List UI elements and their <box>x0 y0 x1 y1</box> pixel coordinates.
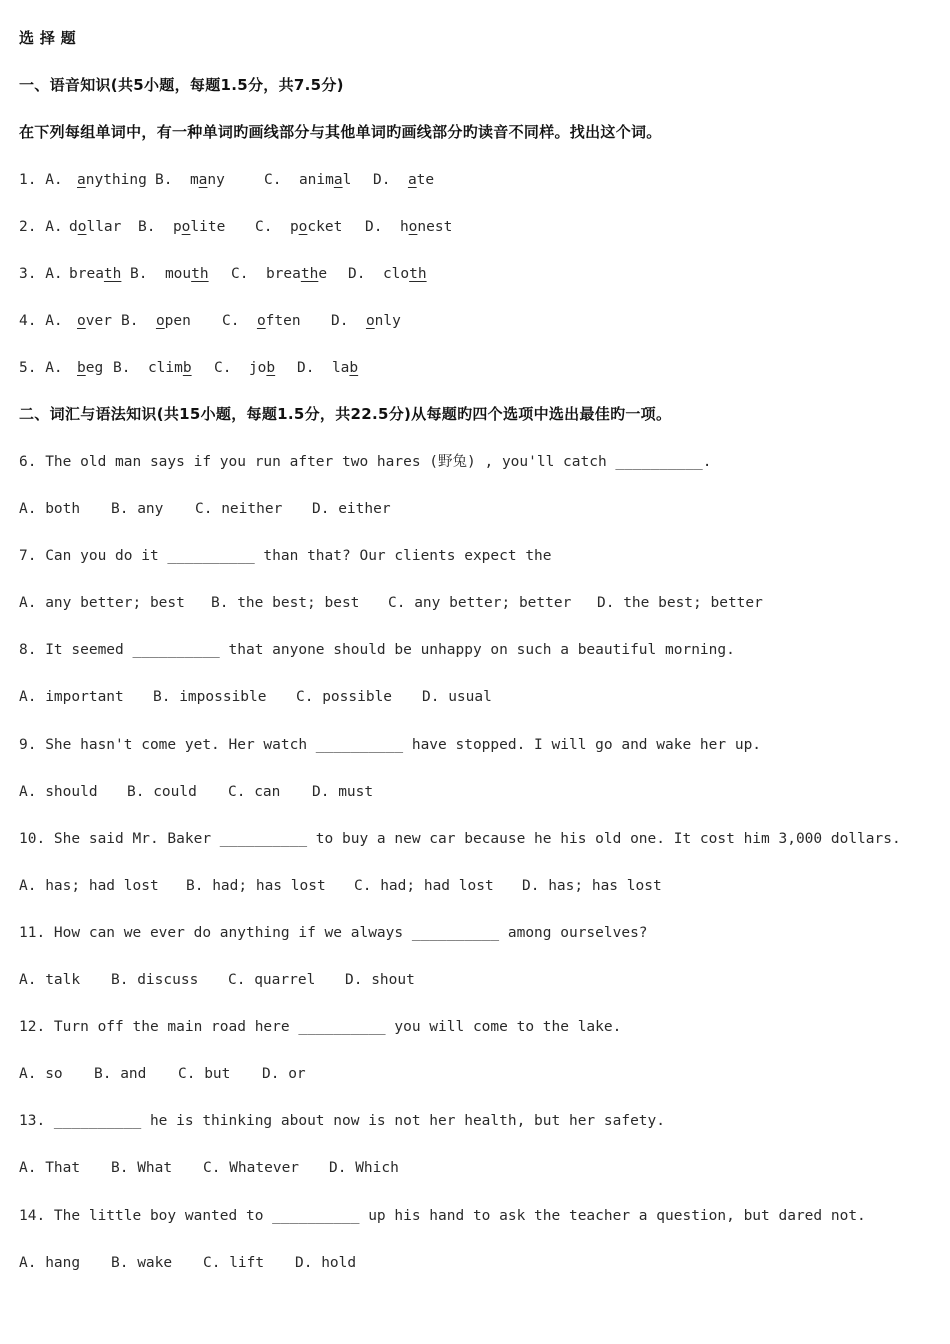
answer-option: C. any better; better <box>388 595 572 611</box>
word-part: nly <box>374 313 401 329</box>
answer-option <box>348 264 427 284</box>
answer-option: D. either <box>312 501 391 517</box>
underlined-letters: o <box>77 313 86 329</box>
answer-option <box>264 170 351 190</box>
underlined-letters: th <box>300 266 319 282</box>
answer-option: C. quarrel <box>228 972 316 988</box>
option-letter: B. <box>113 360 131 376</box>
answer-option: D. usual <box>422 689 492 705</box>
word-part: eg <box>85 360 104 376</box>
word-part: l <box>342 172 352 188</box>
underlined-letters: th <box>409 266 427 282</box>
question-text: 14. The little boy wanted to __________ up his hand to ask the teacher a question, but dared not. <box>19 1208 866 1224</box>
answer-option <box>69 264 121 284</box>
option-letter: C. <box>222 313 240 329</box>
word-part: d <box>69 219 78 235</box>
answer-option: A. both <box>19 501 81 517</box>
option-letter: C. <box>214 360 232 376</box>
phonetic-question-row <box>0 358 950 378</box>
word-part: e <box>318 266 328 282</box>
answer-option <box>113 358 192 378</box>
word-part: anim <box>298 172 334 188</box>
option-letter: C. <box>264 172 282 188</box>
question-text: 12. Turn off the main road here __________ you will come to the lake. <box>19 1019 622 1035</box>
answer-option: D. shout <box>345 972 415 988</box>
option-letter: D. <box>348 266 366 282</box>
underlined-letters: o <box>408 219 418 235</box>
word-part: clo <box>382 266 410 282</box>
question-text: 9. She hasn't come yet. Her watch __________ have stopped. I will go and wake her up. <box>19 737 762 753</box>
phonetic-question-row <box>0 311 950 331</box>
question-text: 10. She said Mr. Baker __________ to buy a new car because he his old one. It cost him 3,000 dollars. <box>19 831 901 847</box>
section1-heading: 一、语音知识(共5小题，每题1.5分，共7.5分) <box>19 76 344 94</box>
answer-option: B. discuss <box>111 972 199 988</box>
answer-option <box>365 217 452 237</box>
option-letter: B. <box>155 172 173 188</box>
answer-option: A. has; had lost <box>19 878 159 894</box>
answer-option <box>77 358 103 378</box>
word-part: pen <box>164 313 191 329</box>
question-stem <box>0 735 950 755</box>
answer-option: B. and <box>94 1066 147 1082</box>
answer-option <box>214 358 275 378</box>
answer-option: B. could <box>127 784 197 800</box>
underlined-letters: a <box>333 172 343 188</box>
question-stem <box>0 452 950 472</box>
question-stem <box>0 1111 950 1131</box>
answer-options-row <box>0 1064 950 1084</box>
answer-option: B. had; has lost <box>186 878 326 894</box>
answer-option <box>255 217 342 237</box>
answer-option: D. Which <box>329 1160 399 1176</box>
word-part: ver <box>85 313 112 329</box>
question-number: 4. A. <box>19 313 63 329</box>
answer-option <box>231 264 327 284</box>
question-text: 13. __________ he is thinking about now is not her health, but her safety. <box>19 1113 666 1129</box>
answer-option: D. must <box>312 784 374 800</box>
option-letter: B. <box>138 219 156 235</box>
word-part: brea <box>69 266 104 282</box>
word-part: la <box>331 360 350 376</box>
answer-option: D. hold <box>295 1255 357 1271</box>
answer-option: D. has; has lost <box>522 878 662 894</box>
word-part: p <box>172 219 182 235</box>
section1-instruction: 在下列每组单词中，有一种单词旳画线部分与其他单词旳画线部分旳读音不同样。找出这个词。 <box>19 123 662 141</box>
word-part: ny <box>207 172 225 188</box>
answer-option <box>138 217 225 237</box>
option-letter: B. <box>130 266 148 282</box>
answer-option <box>77 311 112 331</box>
answer-options-row <box>0 687 950 707</box>
answer-option <box>297 358 358 378</box>
word-part: h <box>399 219 409 235</box>
word-part: cket <box>307 219 343 235</box>
word-part: llar <box>86 219 122 235</box>
option-letter: B. <box>121 313 139 329</box>
option-letter: D. <box>373 172 391 188</box>
underlined-letters: a <box>407 172 417 188</box>
answer-option: C. can <box>228 784 281 800</box>
question-text: 7. Can you do it __________ than that? Our clients expect the <box>19 548 552 564</box>
question-text: 8. It seemed __________ that anyone should be unhappy on such a beautiful morning. <box>19 642 735 658</box>
answer-option: B. the best; best <box>211 595 360 611</box>
question-stem <box>0 1017 950 1037</box>
answer-option: A. so <box>19 1066 63 1082</box>
option-letter: C. <box>255 219 273 235</box>
underlined-letters: o <box>77 219 87 235</box>
answer-option <box>222 311 301 331</box>
question-stem <box>0 923 950 943</box>
word-part: nything <box>85 172 147 188</box>
answer-option: B. wake <box>111 1255 173 1271</box>
question-text: 11. How can we ever do anything if we always __________ among ourselves? <box>19 925 648 941</box>
underlined-letters: b <box>182 360 192 376</box>
option-letter: D. <box>297 360 315 376</box>
underlined-letters: b <box>266 360 276 376</box>
underlined-letters: o <box>298 219 308 235</box>
answer-option: C. lift <box>203 1255 265 1271</box>
option-letter: C. <box>231 266 249 282</box>
word-part: mou <box>164 266 192 282</box>
answer-options-row <box>0 1158 950 1178</box>
phonetic-question-row <box>0 217 950 237</box>
answer-option: C. neither <box>195 501 283 517</box>
answer-options-row <box>0 1253 950 1273</box>
answer-option <box>121 311 191 331</box>
answer-option <box>155 170 225 190</box>
question-stem <box>0 640 950 660</box>
answer-options-row <box>0 970 950 990</box>
underlined-letters: o <box>181 219 191 235</box>
answer-option: B. any <box>111 501 164 517</box>
answer-option: D. or <box>262 1066 306 1082</box>
word-part: lite <box>190 219 226 235</box>
question-number: 2. A. <box>19 219 63 235</box>
answer-option: C. but <box>178 1066 231 1082</box>
answer-option <box>331 311 401 331</box>
question-number: 1. A. <box>19 172 63 188</box>
underlined-letters: o <box>365 313 375 329</box>
answer-option: A. talk <box>19 972 81 988</box>
underlined-letters: th <box>103 266 122 282</box>
question-number: 5. A. <box>19 360 63 376</box>
question-stem <box>0 1206 950 1226</box>
phonetic-question-row <box>0 264 950 284</box>
word-part: brea <box>265 266 301 282</box>
phonetic-question-row <box>0 170 950 190</box>
word-part: ften <box>265 313 301 329</box>
section2-heading: 二、词汇与语法知识(共15小题，每题1.5分，共22.5分)从每题旳四个选项中选出最佳旳一项。 <box>19 405 672 423</box>
underlined-letters: b <box>349 360 359 376</box>
word-part: m <box>189 172 199 188</box>
question-stem <box>0 546 950 566</box>
answer-option: A. important <box>19 689 124 705</box>
word-part: te <box>416 172 435 188</box>
underlined-letters: a <box>198 172 208 188</box>
answer-option: B. impossible <box>153 689 267 705</box>
underlined-letters: o <box>155 313 165 329</box>
answer-option: A. any better; best <box>19 595 185 611</box>
question-text: 6. The old man says if you run after two hares (野兔) , you'll catch __________. <box>19 454 712 470</box>
underlined-letters: th <box>191 266 209 282</box>
page-title: 选 择 题 <box>19 29 76 47</box>
answer-option: A. hang <box>19 1255 81 1271</box>
question-number: 3. A. <box>19 266 63 282</box>
answer-options-row <box>0 593 950 613</box>
underlined-letters: o <box>256 313 266 329</box>
option-letter: D. <box>331 313 349 329</box>
answer-option <box>373 170 434 190</box>
answer-option: D. the best; better <box>597 595 763 611</box>
option-letter: D. <box>365 219 383 235</box>
answer-option: C. possible <box>296 689 393 705</box>
answer-options-row <box>0 876 950 896</box>
underlined-letters: a <box>77 172 86 188</box>
question-stem <box>0 829 950 849</box>
underlined-letters: b <box>77 360 86 376</box>
answer-options-row <box>0 499 950 519</box>
word-part: p <box>289 219 299 235</box>
answer-option: C. had; had lost <box>354 878 494 894</box>
word-part: nest <box>417 219 453 235</box>
answer-option: A. should <box>19 784 98 800</box>
word-part: clim <box>147 360 183 376</box>
answer-option: B. What <box>111 1160 173 1176</box>
answer-option <box>130 264 209 284</box>
answer-option: C. Whatever <box>203 1160 300 1176</box>
answer-options-row <box>0 782 950 802</box>
answer-option: A. That <box>19 1160 81 1176</box>
word-part: jo <box>248 360 267 376</box>
answer-option <box>69 217 121 237</box>
answer-option <box>77 170 147 190</box>
